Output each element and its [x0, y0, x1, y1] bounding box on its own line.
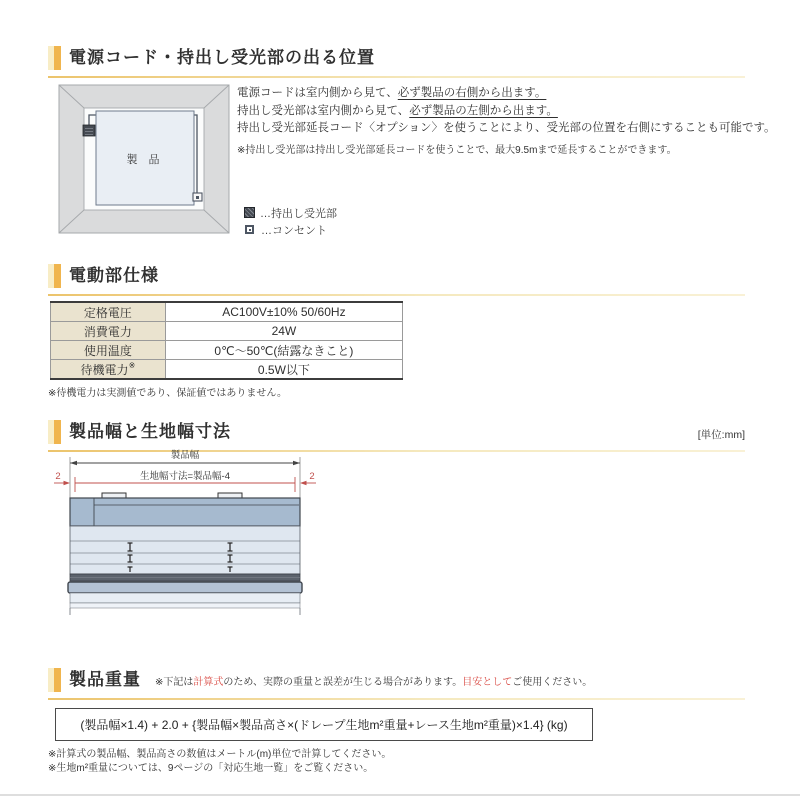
table-row — [51, 322, 403, 341]
line-underlined-text: 必ず製品の右側から出ます。 — [397, 87, 547, 99]
lower-fabric — [70, 603, 300, 608]
note-text: ※下記は — [155, 677, 194, 688]
headrail — [70, 498, 300, 526]
page-bottom-edge — [0, 794, 800, 796]
lower-fabric — [70, 593, 300, 603]
side-gap-arrowhead-left — [64, 481, 71, 485]
section-title-motor-spec: 電動部仕様 — [48, 264, 159, 288]
spec-label: 使用温度 — [51, 341, 166, 360]
footnote: ※計算式の製品幅、製品高さの数値はメートル(m)単位で計算してください。 — [48, 749, 392, 760]
note-text-red: 計算式 — [193, 677, 224, 688]
extension-note: ※持出し受光部は持出し受光部延長コードを使うことで、最大9.5mまで延長することができます。 — [237, 144, 677, 156]
fabric-width-label: 生地幅寸法=製品幅-4 — [140, 471, 230, 482]
section-header-motor-spec — [48, 264, 745, 296]
spec-value: 0℃～50℃(結露なきこと) — [165, 341, 402, 360]
section-title-power-cord: 電源コード・持出し受光部の出る位置 — [48, 46, 375, 70]
product-width-label: 製品幅 — [170, 450, 200, 461]
spec-value: 0.5W以下 — [165, 360, 402, 380]
motor-spec-table — [50, 301, 403, 380]
weight-formula-box: (製品幅×1.4) + 2.0 + {製品幅×製品高さ×(ドレープ生地m²重量+レース生地m²重量)×1.4} (kg) — [55, 708, 593, 741]
pleated-fabric — [70, 526, 300, 574]
line-text: 電源コードは室内側から見て、 — [237, 87, 398, 99]
spec-value: 24W — [165, 322, 402, 341]
spec-label — [51, 360, 166, 380]
spec-label: 定格電圧 — [51, 302, 166, 322]
table-row — [51, 341, 403, 360]
arrowhead-right — [293, 461, 300, 465]
receiver-icon — [244, 207, 255, 218]
legend-row-outlet — [244, 221, 337, 238]
line-underlined-text: 必ず製品の左側から出ます。 — [409, 104, 558, 117]
section-header-weight — [48, 668, 745, 700]
spec-label-marker: ※ — [128, 360, 136, 370]
legend-label: …コンセント — [261, 224, 327, 237]
window-diagram — [58, 84, 230, 234]
weight-footnotes — [48, 748, 391, 776]
standby-power-note: ※待機電力は実測値であり、保証値ではありません。 — [48, 388, 287, 399]
spec-label: 消費電力 — [51, 322, 166, 341]
table-row — [51, 360, 403, 380]
side-gap-label-right: 2 — [309, 471, 315, 482]
note-text-red: 目安として — [462, 677, 513, 688]
product-label: 製 品 — [126, 154, 164, 166]
outlet-icon-detail — [196, 196, 199, 199]
power-cord-description — [237, 85, 777, 159]
width-diagram — [50, 448, 320, 620]
section-rule — [48, 76, 745, 78]
description-line — [237, 103, 777, 121]
note-text: ご使用ください。 — [512, 677, 593, 688]
table-row — [51, 302, 403, 322]
line-text: 持出し受光部は室内側から見て、 — [237, 104, 410, 117]
section-title-weight: 製品重量 — [48, 668, 141, 692]
bottom-rail — [68, 582, 302, 593]
description-line — [237, 85, 777, 103]
section-title-width-spec: 製品幅と生地幅寸法 — [48, 420, 231, 444]
side-gap-arrowhead-right — [300, 481, 307, 485]
arrowhead-left — [70, 461, 77, 465]
outlet-icon — [245, 225, 254, 234]
section-header-power-cord — [48, 46, 745, 78]
section-rule — [48, 294, 745, 296]
footnote: ※生地m²重量については、9ページの「対応生地一覧」をご覧ください。 — [48, 763, 374, 774]
note-text: のため、実際の重量と誤差が生じる場合があります。 — [223, 677, 463, 688]
unit-label: [単位:mm] — [697, 429, 745, 441]
spec-value: AC100V±10% 50/60Hz — [165, 302, 402, 322]
spec-label-text: 待機電力 — [80, 362, 129, 377]
weight-header-note — [155, 673, 592, 692]
diagram-legend — [244, 204, 337, 238]
legend-row-receiver — [244, 204, 337, 221]
side-gap-label-left: 2 — [55, 471, 61, 482]
legend-label: …持出し受光部 — [260, 207, 337, 220]
description-line: 持出し受光部延長コード〈オプション〉を使うことにより、受光部の位置を右側にすることも可能です。 — [237, 122, 776, 134]
section-rule — [48, 698, 745, 700]
